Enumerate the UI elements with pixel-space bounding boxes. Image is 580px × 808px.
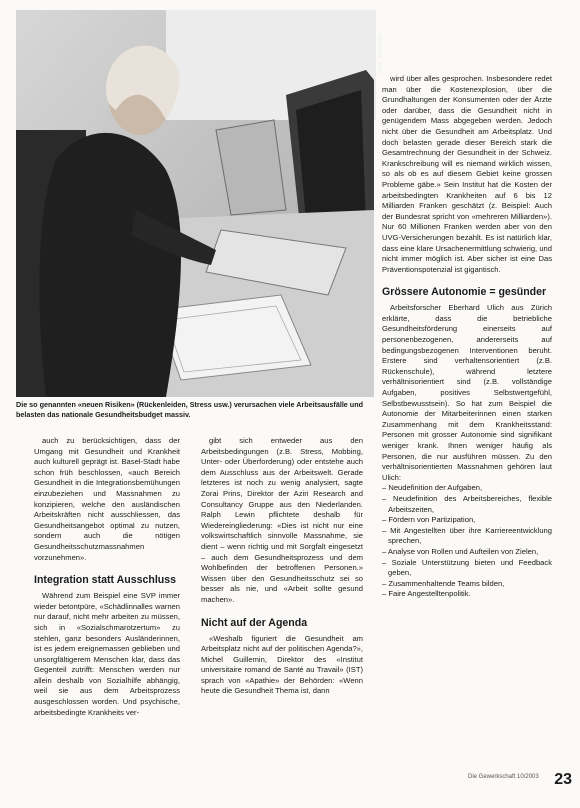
paragraph: «Weshalb figuriert die Gesundheit am Arbeitsplatz nicht auf der politischen Agenda?», Michel Guillemin, Direktor des «Institut universitaire romand de Santé au Travail» (IST) sprach von «Apathie» der Behörden: «Wenn heute die Gesundheit Thema ist, dann — [201, 633, 363, 696]
paragraph: gibt sich entweder aus den Arbeitsbedingungen (z.B. Stress, Mobbing, Unter- oder Überforderung) oder entstehe auch dem Ausschluss aus der Arbeitswelt. Gerade letzteres ist noch zu wenig analysiert, sagte Zorai Prins, Direktor der Aziri Research and Consultancy Gruppe aus den Niederlanden. Ralph Lewin pflichtete deshalb für Wiedereingliederung: «Dies ist nicht nur eine volkswirtschaftlich sinnvolle Massnahme, sie dient – wenn richtig und mit Sorgfalt eingesetzt – auch dem Gesundheitsprozess und dem Wohlbefinden der betroffenen Personen.» Wissen über den Gesundheitsschutz sei so besser als nie, und «Arbeit sollte gesund machen». — [201, 436, 363, 604]
paragraph: Arbeitsforscher Eberhard Ulich aus Zürich erklärte, dass die betriebliche Gesundheitsförderung einerseits auf personenbezogenen, andererseits auf bedingungsbezogenen Interventionen beruht. Erstere sind verhaltensorientiert (z.B. Rückenschule), während letztere verhältnisorientiert sind (z.B. vollständige Aufgaben, positives Selbstwertgefühl, Selbstbewusstsein). So hat zum Beispiel die Autonomie der Mitarbeiterinnen einen starken Zusammenhang mit dem Krankheitsstand: Personen mit grosser Autonomie sind signifikant weniger krank. Ihnen weniger häufig als Personen, die nur ausführen müssen. Zu den verhältnisorientierten Massnahmen gehören laut Ulich: — [382, 303, 552, 482]
photo-caption: Die so genannten «neuen Risiken» (Rückenleiden, Stress usw.) verursachen viele Arbeitsausfälle und belasten das nationale Gesundheitsbudget massiv. — [16, 400, 363, 419]
measures-list — [382, 483, 552, 600]
photo-credit: Foto: Keystone — [378, 33, 384, 74]
page-footer — [468, 771, 572, 791]
list-item: – Zusammenhaltende Teams bilden, — [382, 578, 505, 588]
article-photo — [16, 10, 384, 397]
subheading: Grössere Autonomie = gesünder — [382, 286, 547, 299]
subheading: Integration statt Ausschluss — [34, 574, 177, 587]
publication-name: Die Gewerkschaft 10/2003 — [468, 774, 539, 780]
list-item: – Soziale Unterstützung bieten und Feedback geben, — [382, 557, 552, 578]
column-right — [382, 74, 552, 600]
paragraph: wird über alles gesprochen. Insbesondere redet man über die Kostenexplosion, über die Grundhaltungen der Konsumenten oder der Ärzte oder darüber, dass die Gesundheit nicht in genügendem Mass abgegeben werden. Jedoch nicht über die Gesundheit am Arbeitsplatz. Und doch belasten gerade dieser Bereich stark die Gesamtrechnung der Gesundheit in der Schweiz. Krankschreibung will es niemand wirklich wissen, so als ob es auf diesem Gebiet keine grossen Probleme gäbe.» Sein Institut hat die Kosten der arbeitsbedingten Krankheiten auf 6 bis 12 Milliarden Franken geschätzt (z. Beispiel: Auch der Bundesrat spricht von «mehreren Milliarden»). Nur 60 Millionen Franken werden aber von den UVG-Versicherungen bezahlt. Es ist natürlich klar, dass eine klare Ursachenermittlung schwierig, und nicht immer möglich ist. Aber sicher ist eine Das Präventionspotenzial ist gigantisch. — [382, 74, 552, 274]
list-item: – Mit Angestellten über ihre Karriereentwicklung sprechen, — [382, 525, 552, 546]
column-left — [34, 436, 180, 718]
paragraph: auch zu berücksichtigen, dass der Umgang mit Gesundheit und Krankheit auch kulturell geprägt ist. Basel-Stadt habe schon früh beschlossen, «auch Bereich Gesundheit in die Integrationsbemühungen einzubeziehen und Massnahmen zu konzipieren, welche den ausländischen Arbeitskräften nicht ausschliessen, das Gesundheitsangebot optimal zu nutzen, sondern auch die nötigen Gesundheitsschutzmassnahmen vorzunehmen». — [34, 436, 180, 562]
subheading: Nicht auf der Agenda — [201, 616, 308, 629]
list-item: – Neudefinition des Arbeitsbereiches, flexible Arbeitszeiten, — [382, 493, 552, 514]
paragraph: Während zum Beispiel eine SVP immer wieder betontpüre, «Schädlinnalles warnen nur darauf, nicht mehr arbeiten zu müssen, sich in «Sozialschmarotzertum» zu stehlen, ganz besonders Ausländerinnen, ist es jedem ereignemassen geblieben und unsorgfältigerem Menschen klar, dass das Gegenteil zutrifft: Menschen werden nur allein deshalb von Sozialhilfe abhängig, weil sie aus dem Arbeitsprozess ausgeschlossen worden. Und psychische, arbeitsbedingte Krankheits ver- — [34, 591, 180, 717]
list-item: – Faire Angestelltenpolitik. — [382, 589, 471, 599]
list-item: – Neudefinition der Aufgaben, — [382, 483, 483, 493]
list-item: – Analyse von Rollen und Aufteilen von Zielen, — [382, 546, 539, 556]
page-number: 23 — [554, 771, 572, 788]
column-middle — [201, 436, 363, 697]
photo-office-woman — [16, 10, 374, 397]
list-item: – Fördern von Partizipation, — [382, 515, 476, 525]
